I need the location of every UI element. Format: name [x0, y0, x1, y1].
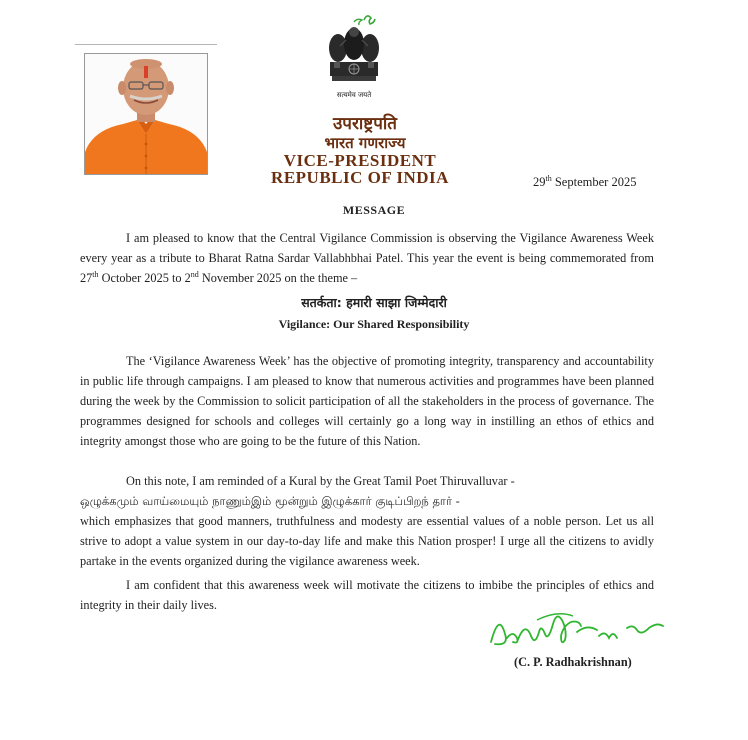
signatory-name: (C. P. Radhakrishnan)	[514, 655, 632, 669]
vice-president-portrait	[84, 53, 208, 175]
kural-explanation: which emphasizes that good manners, truthfulness and modesty are essential values of a noble person. Let us all strive to adopt a value system in our day-to-day life and make this Nation prosper! I urge all the citizens to avidly partake in the events organized during the vigilance awareness week.	[80, 514, 654, 568]
intro-text-a: I am pleased to know that the Central Vigilance Commission is observing the Vigilance Awareness Week every year as a tribute to Bharat Ratna Sardar Vallabhbhai Patel. This year the event is being commemorated from 27	[80, 231, 654, 285]
republic-title: REPUBLIC OF INDIA	[271, 168, 449, 187]
kural-intro: On this note, I am reminded of a Kural by the Great Tamil Poet Thiruvalluvar -	[126, 474, 515, 488]
paragraph-objective: The ‘Vigilance Awareness Week’ has the objective of promoting integrity, transparency and accountability in public life through campaigns. I am pleased to know that numerous activities and programmes have been planned during the week by the Commission to solicit participation of all the stakeholders in the process of governance. The programmes designed for schools and colleges will certainly go a long way in instilling an ethos of ethics and integrity amongst those who are going to be the future of this Nation.	[80, 354, 654, 448]
top-divider	[75, 44, 217, 45]
vice-president-title-hindi: उपराष्ट्रपति	[332, 114, 397, 134]
kural-tamil-text: ஒழுக்கமும் வாய்மையும் நாணும்இம் மூன்றும் இழுக்கார் குடிப்பிறந் தார் -	[80, 494, 460, 508]
theme-english: Vigilance: Our Shared Responsibility	[278, 317, 470, 331]
paragraph-closing: I am confident that this awareness week will motivate the citizens to imbibe the principles of ethics and integrity in their daily lives.	[80, 578, 654, 612]
signature	[487, 602, 677, 658]
national-emblem	[318, 10, 390, 110]
intro-text-b: October 2025 to 2	[98, 271, 191, 285]
republic-title-hindi: भारत गणराज्य	[324, 134, 406, 152]
letter-date	[533, 174, 636, 190]
message-heading: MESSAGE	[342, 203, 406, 217]
paragraph-kural	[80, 471, 654, 571]
paragraph-intro	[80, 228, 654, 288]
date-day: 29	[533, 175, 546, 190]
emblem-motto: सत्यमेव जयते	[336, 91, 372, 99]
intro-text-c: November 2025 on the theme –	[198, 271, 358, 285]
date-month-year: September 2025	[551, 175, 637, 190]
intro-sup-b: nd	[190, 269, 199, 279]
theme-hindi: सतर्कता: हमारी साझा जिम्मेदारी	[301, 295, 447, 310]
vice-president-title: VICE-PRESIDENT	[283, 151, 437, 170]
intro-sup-a: th	[92, 269, 99, 279]
date-suffix: th	[545, 174, 552, 183]
